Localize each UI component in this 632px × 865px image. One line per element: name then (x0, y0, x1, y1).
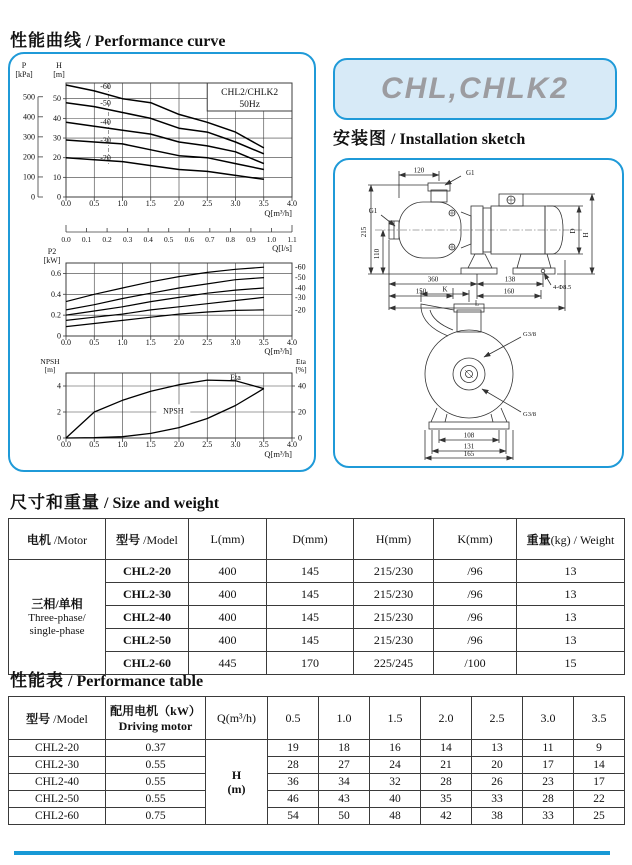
dim-label: 120 (413, 166, 425, 175)
svg-text:4.0: 4.0 (287, 338, 297, 347)
curve--30 (66, 297, 264, 320)
svg-text:-60: -60 (295, 262, 306, 272)
curve--20 (66, 310, 264, 327)
head-value-cell: 50 (319, 808, 370, 825)
head-value-cell: 17 (523, 757, 574, 774)
col-motor: 电机 /Motor (9, 519, 106, 560)
svg-text:2.0: 2.0 (174, 338, 184, 347)
heading-zh: 性能表 (10, 671, 64, 690)
dim-label: 150 (415, 287, 427, 296)
svg-text:2.0: 2.0 (174, 440, 184, 449)
dim-label: 215 (360, 226, 368, 238)
svg-text:Eta: Eta (296, 357, 306, 366)
model-cell: CHL2-40 (106, 606, 189, 629)
svg-text:2.0: 2.0 (174, 199, 184, 208)
performance-table (8, 696, 625, 825)
svg-text:1.0: 1.0 (266, 235, 277, 244)
value-cell: /96 (434, 629, 517, 652)
head-unit-cell: H (m) (206, 740, 268, 825)
col-K: K(mm) (434, 519, 517, 560)
head-value-cell: 32 (370, 774, 421, 791)
svg-text:2.5: 2.5 (202, 199, 213, 208)
svg-text:NPSH: NPSH (40, 357, 60, 366)
port-label: G3/8 (523, 331, 536, 338)
perf-table-header-row (9, 697, 625, 740)
svg-text:0.6: 0.6 (184, 235, 194, 244)
size-weight-table (8, 518, 625, 675)
heading-en: / Performance table (64, 673, 204, 690)
value-cell: 145 (267, 560, 354, 583)
head-value-cell: 33 (472, 791, 523, 808)
value-cell: 170 (267, 652, 354, 675)
col-D: D(mm) (267, 519, 354, 560)
svg-text:0: 0 (57, 192, 61, 202)
dim-label: 360 (427, 275, 439, 284)
col-q-2.5: 2.5 (472, 697, 523, 740)
svg-text:0.4: 0.4 (143, 235, 153, 244)
motor-kw-cell: 0.55 (106, 791, 206, 808)
head-value-cell: 18 (319, 740, 370, 757)
svg-text:1.0: 1.0 (117, 338, 128, 347)
head-value-cell: 25 (574, 808, 625, 825)
svg-text:0.0: 0.0 (61, 199, 71, 208)
head-value-cell: 35 (421, 791, 472, 808)
svg-text:-60: -60 (100, 81, 111, 91)
value-cell: 400 (189, 606, 267, 629)
col-q-3.0: 3.0 (523, 697, 574, 740)
table-row (9, 808, 625, 825)
svg-text:0.1: 0.1 (81, 235, 92, 244)
value-cell: 215/230 (354, 629, 434, 652)
svg-text:1.5: 1.5 (145, 338, 156, 347)
svg-text:Eta: Eta (230, 372, 241, 382)
value-cell: /100 (434, 652, 517, 675)
dim-label: H (582, 232, 590, 238)
svg-text:-50: -50 (100, 98, 111, 108)
svg-text:1.5: 1.5 (145, 199, 156, 208)
performance-table-heading (10, 666, 203, 691)
svg-text:400: 400 (23, 112, 35, 122)
svg-text:-50: -50 (295, 273, 306, 283)
motor-kw-cell: 0.55 (106, 757, 206, 774)
svg-text:3.5: 3.5 (258, 199, 269, 208)
head-value-cell: 13 (472, 740, 523, 757)
svg-text:1.0: 1.0 (117, 199, 128, 208)
svg-text:3.0: 3.0 (230, 199, 241, 208)
heading-zh: 安装图 (333, 129, 387, 148)
value-cell: 13 (517, 606, 625, 629)
col-weight: 重量(kg) / Weight (517, 519, 625, 560)
dim-label: 138 (504, 275, 516, 284)
head-value-cell: 26 (472, 774, 523, 791)
head-value-cell: 28 (523, 791, 574, 808)
model-cell: CHL2-60 (106, 652, 189, 675)
svg-text:CHL2/CHLK2: CHL2/CHLK2 (221, 88, 279, 98)
svg-text:100: 100 (23, 172, 35, 182)
col-model: 型号 /Model (106, 519, 189, 560)
svg-text:0.2: 0.2 (102, 235, 112, 244)
port-label: G1 (466, 169, 475, 177)
installation-sketch-heading (333, 124, 525, 149)
col-q-3.5: 3.5 (574, 697, 625, 740)
svg-text:0: 0 (31, 192, 35, 202)
value-cell: 13 (517, 629, 625, 652)
svg-text:0.6: 0.6 (51, 268, 61, 278)
svg-text:NPSH: NPSH (163, 406, 184, 416)
curve--20 (66, 158, 264, 180)
svg-text:0.5: 0.5 (164, 235, 174, 244)
head-value-cell: 36 (268, 774, 319, 791)
svg-text:P: P (21, 61, 27, 70)
table-row (9, 560, 625, 583)
svg-text:-40: -40 (100, 117, 111, 127)
head-value-cell: 14 (421, 740, 472, 757)
svg-text:30: 30 (53, 133, 61, 143)
col-q-1.5: 1.5 (370, 697, 421, 740)
svg-text:0.5: 0.5 (89, 338, 100, 347)
head-value-cell: 46 (268, 791, 319, 808)
head-value-cell: 40 (370, 791, 421, 808)
svg-text:0.5: 0.5 (89, 199, 100, 208)
performance-curve-heading (10, 26, 225, 51)
svg-text:[kPa]: [kPa] (15, 70, 33, 79)
npsh-chart (40, 357, 306, 459)
dim-label: 165 (463, 450, 475, 458)
heading-en: / Installation sketch (387, 131, 526, 148)
dim-label: 131 (463, 442, 475, 451)
head-value-cell: 23 (523, 774, 574, 791)
value-cell: 145 (267, 629, 354, 652)
value-cell: 13 (517, 560, 625, 583)
svg-text:[%]: [%] (295, 365, 307, 374)
svg-text:Q[l/s]: Q[l/s] (272, 243, 292, 253)
svg-text:1.0: 1.0 (117, 440, 128, 449)
motor-kw-cell: 0.55 (106, 774, 206, 791)
head-value-cell: 24 (370, 757, 421, 774)
svg-text:0.2: 0.2 (51, 310, 61, 320)
col-q: Q(m³/h) (206, 697, 268, 740)
head-value-cell: 38 (472, 808, 523, 825)
svg-text:0: 0 (57, 433, 61, 443)
p2-chart (44, 247, 306, 356)
col-q-2.0: 2.0 (421, 697, 472, 740)
svg-text:0.3: 0.3 (122, 235, 133, 244)
head-value-cell: 27 (319, 757, 370, 774)
motor-kw-cell: 0.75 (106, 808, 206, 825)
value-cell: 215/230 (354, 560, 434, 583)
table-row (9, 774, 625, 791)
svg-text:1.5: 1.5 (145, 440, 156, 449)
col-H: H(mm) (354, 519, 434, 560)
model-cell: CHL2-40 (9, 774, 106, 791)
svg-text:20: 20 (298, 407, 306, 417)
svg-text:[m]: [m] (44, 365, 56, 374)
svg-text:2.5: 2.5 (202, 338, 213, 347)
head-value-cell: 28 (421, 774, 472, 791)
model-cell: CHL2-30 (106, 583, 189, 606)
svg-text:0: 0 (298, 433, 302, 443)
curve--60 (66, 267, 264, 301)
table-row (9, 757, 625, 774)
value-cell: 445 (189, 652, 267, 675)
dim-label: 108 (463, 431, 475, 440)
svg-text:200: 200 (23, 152, 35, 162)
svg-text:20: 20 (53, 153, 61, 163)
value-cell: 215/230 (354, 583, 434, 606)
svg-text:[m]: [m] (53, 70, 65, 79)
head-value-cell: 22 (574, 791, 625, 808)
performance-curve-chart (10, 54, 310, 466)
value-cell: 400 (189, 629, 267, 652)
model-cell: CHL2-30 (9, 757, 106, 774)
head-value-cell: 9 (574, 740, 625, 757)
head-value-cell: 20 (472, 757, 523, 774)
svg-text:0.0: 0.0 (61, 440, 71, 449)
dim-label: L (474, 299, 480, 308)
hq-chart (15, 61, 297, 253)
col-driving-motor: 配用电机（kW） Driving motor (106, 697, 206, 740)
svg-text:3.0: 3.0 (230, 338, 241, 347)
svg-text:0.0: 0.0 (61, 338, 71, 347)
svg-text:[kW]: [kW] (43, 256, 61, 265)
performance-curve-panel (8, 52, 316, 472)
col-model: 型号 /Model (9, 697, 106, 740)
svg-text:40: 40 (53, 113, 61, 123)
heading-en: / Performance curve (82, 33, 226, 50)
table-row (9, 791, 625, 808)
curve--30 (66, 140, 264, 170)
svg-text:3.0: 3.0 (230, 440, 241, 449)
head-value-cell: 21 (421, 757, 472, 774)
head-value-cell: 54 (268, 808, 319, 825)
svg-text:4: 4 (57, 381, 61, 391)
svg-text:40: 40 (298, 381, 306, 391)
head-value-cell: 43 (319, 791, 370, 808)
heading-zh: 尺寸和重量 (10, 493, 100, 512)
footer-rule (14, 851, 610, 855)
svg-text:-20: -20 (295, 305, 306, 315)
head-value-cell: 19 (268, 740, 319, 757)
svg-text:4.0: 4.0 (287, 199, 297, 208)
size-weight-heading (10, 488, 219, 513)
svg-text:1.1: 1.1 (287, 235, 297, 244)
value-cell: 13 (517, 583, 625, 606)
motor-group-cell: 三相/单相 Three-phase/ single-phase (9, 560, 106, 675)
head-value-cell: 11 (523, 740, 574, 757)
head-value-cell: 16 (370, 740, 421, 757)
value-cell: /96 (434, 583, 517, 606)
svg-text:2: 2 (57, 407, 61, 417)
svg-text:-30: -30 (100, 135, 111, 145)
svg-text:0: 0 (57, 331, 61, 341)
svg-text:0.8: 0.8 (225, 235, 236, 244)
heading-en: / Size and weight (100, 495, 220, 512)
installation-sketch-panel (333, 158, 624, 468)
svg-text:3.5: 3.5 (258, 440, 269, 449)
head-value-cell: 17 (574, 774, 625, 791)
svg-text:0.4: 0.4 (51, 289, 61, 299)
size-table-header-row (9, 519, 625, 560)
value-cell: 215/230 (354, 606, 434, 629)
svg-text:50: 50 (53, 94, 61, 104)
head-value-cell: 34 (319, 774, 370, 791)
value-cell: 145 (267, 606, 354, 629)
svg-text:2.5: 2.5 (202, 440, 213, 449)
head-value-cell: 28 (268, 757, 319, 774)
col-L: L(mm) (189, 519, 267, 560)
svg-text:-30: -30 (295, 292, 306, 302)
svg-text:Q[m³/h]: Q[m³/h] (264, 346, 292, 356)
value-cell: /96 (434, 560, 517, 583)
svg-text:-20: -20 (100, 153, 111, 163)
svg-text:4.0: 4.0 (287, 440, 297, 449)
svg-text:0.5: 0.5 (89, 440, 100, 449)
svg-text:0.7: 0.7 (205, 235, 215, 244)
dim-label: 160 (503, 287, 515, 296)
svg-text:500: 500 (23, 92, 35, 102)
head-value-cell: 33 (523, 808, 574, 825)
motor-kw-cell: 0.37 (106, 740, 206, 757)
svg-text:10: 10 (53, 172, 61, 182)
value-cell: 15 (517, 652, 625, 675)
model-cell: CHL2-50 (106, 629, 189, 652)
port-label: G3/8 (523, 411, 536, 418)
model-cell: CHL2-20 (106, 560, 189, 583)
brand-title: CHL,CHLK2 (381, 72, 569, 105)
svg-text:0.9: 0.9 (246, 235, 256, 244)
table-row (9, 740, 625, 757)
dim-label: K (442, 285, 448, 294)
svg-text:3.5: 3.5 (258, 338, 269, 347)
value-cell: 400 (189, 583, 267, 606)
svg-text:-40: -40 (295, 283, 306, 293)
value-cell: 400 (189, 560, 267, 583)
model-cell: CHL2-20 (9, 740, 106, 757)
model-cell: CHL2-60 (9, 808, 106, 825)
dim-label: 110 (373, 248, 381, 260)
bolt-label: 4-Φ8.5 (553, 284, 572, 291)
svg-text:H: H (56, 61, 62, 70)
head-value-cell: 14 (574, 757, 625, 774)
installation-sketch-drawing (335, 160, 618, 462)
model-cell: CHL2-50 (9, 791, 106, 808)
col-q-0.5: 0.5 (268, 697, 319, 740)
value-cell: 225/245 (354, 652, 434, 675)
brand-title-box (333, 58, 617, 120)
head-value-cell: 48 (370, 808, 421, 825)
svg-text:Q[m³/h]: Q[m³/h] (264, 208, 292, 218)
heading-zh: 性能曲线 (10, 31, 82, 50)
port-label: G1 (368, 207, 378, 215)
col-q-1.0: 1.0 (319, 697, 370, 740)
value-cell: 145 (267, 583, 354, 606)
value-cell: /96 (434, 606, 517, 629)
svg-text:300: 300 (23, 132, 35, 142)
svg-text:0.0: 0.0 (61, 235, 71, 244)
svg-text:50Hz: 50Hz (239, 100, 260, 110)
dim-label: D (569, 228, 577, 234)
svg-text:Q[m³/h]: Q[m³/h] (264, 449, 292, 459)
svg-text:P2: P2 (47, 247, 57, 256)
head-value-cell: 42 (421, 808, 472, 825)
